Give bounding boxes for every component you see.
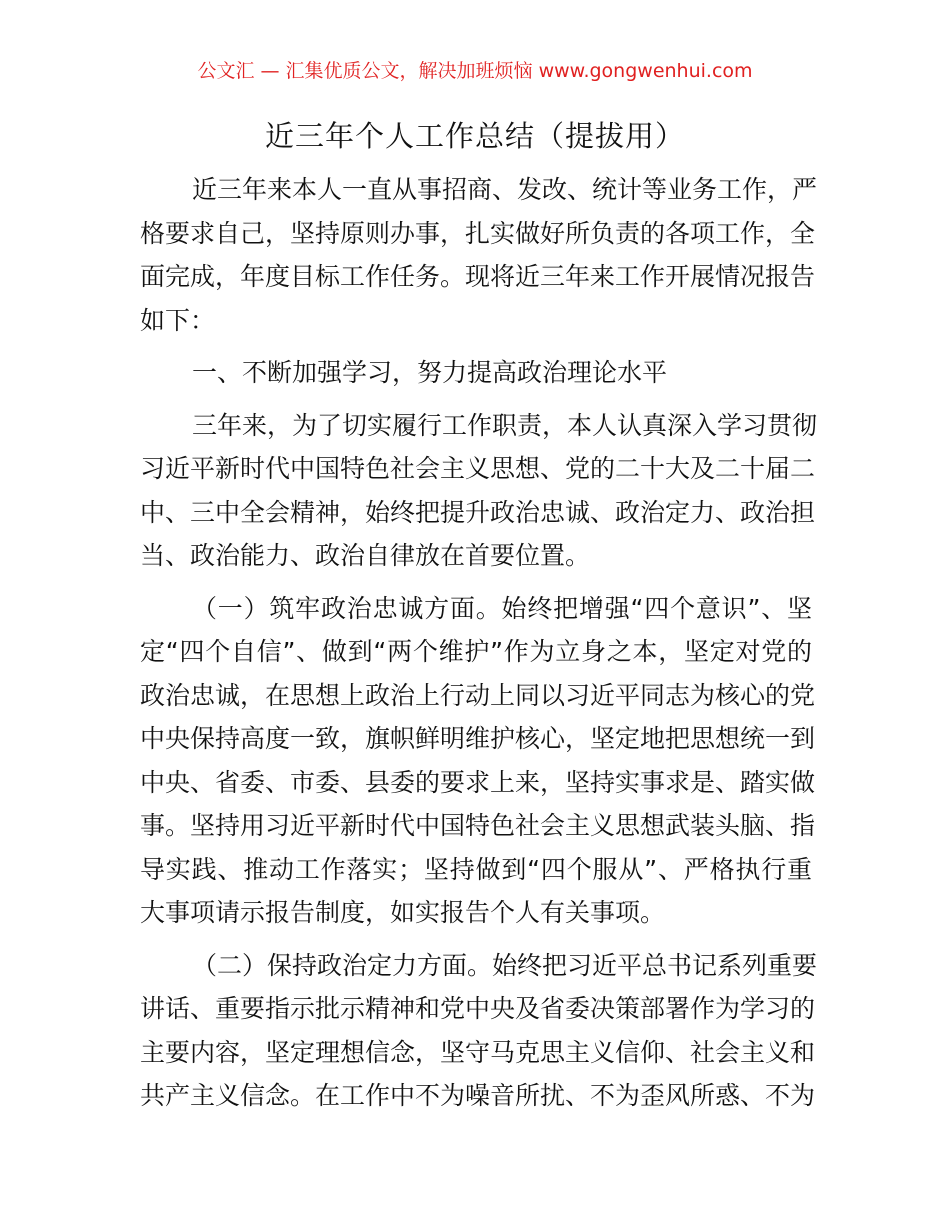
text-line: 中、三中全会精神，始终把提升政治忠诚、政治定力、政治担	[140, 497, 816, 527]
text-line: 当、政治能力、政治自律放在首要位置。	[140, 541, 591, 570]
text-line: 导实践、推动工作落实；坚持做到“四个服从”、严格执行重	[140, 854, 812, 884]
watermark-banner: 公文汇 — 汇集优质公文，解决加班烦恼 www.gongwenhui.com	[197, 60, 753, 82]
text-line: 讲话、重要指示批示精神和党中央及省委决策部署作为学习的	[140, 994, 816, 1023]
text-line: 定“四个自信”、做到“两个维护”作为立身之本，坚定对党的	[140, 637, 812, 666]
paragraph	[140, 168, 818, 342]
text-line: 事。坚持用习近平新时代中国特色社会主义思想武装头脑、指	[140, 811, 816, 840]
text-line: 近三年来本人一直从事招商、发改、统计等业务工作，严	[192, 175, 818, 204]
text-line: 面完成，年度目标工作任务。现将近三年来工作开展情况报告	[140, 262, 816, 291]
text-line: 中央保持高度一致，旗帜鲜明维护核心，坚定地把思想统一到	[140, 724, 816, 753]
text-line: 中央、省委、市委、县委的要求上来，坚持实事求是、踏实做	[140, 767, 816, 797]
document-title: 近三年个人工作总结（提拔用）	[264, 119, 685, 153]
text-line: 大事项请示报告制度，如实报告个人有关事项。	[140, 898, 666, 927]
text-line: 共产主义信念。在工作中不为噪音所扰、不为歪风所惑、不为	[140, 1081, 816, 1110]
text-line: 主要内容，坚定理想信念，坚守马克思主义信仰、社会主义和	[140, 1037, 816, 1067]
text-line: （二）保持政治定力方面。始终把习近平总书记系列重要	[192, 950, 818, 980]
paragraph	[140, 404, 818, 578]
paragraph	[140, 587, 816, 935]
text-line: 如下：	[140, 305, 216, 335]
paragraph	[140, 944, 818, 1118]
text-line: 习近平新时代中国特色社会主义思想、党的二十大及二十届二	[140, 454, 816, 483]
text-line: （一）筑牢政治忠诚方面。始终把增强“四个意识”、坚	[192, 593, 812, 623]
section-heading	[140, 351, 812, 395]
text-line: 格要求自己，坚持原则办事，扎实做好所负责的各项工作，全	[140, 218, 816, 248]
text-line: 政治忠诚，在思想上政治上行动上同以习近平同志为核心的党	[140, 680, 816, 710]
text-line: 一、不断加强学习，努力提高政治理论水平	[192, 358, 668, 387]
text-line: 三年来，为了切实履行工作职责，本人认真深入学习贯彻	[192, 410, 818, 440]
document-body	[140, 168, 818, 1127]
